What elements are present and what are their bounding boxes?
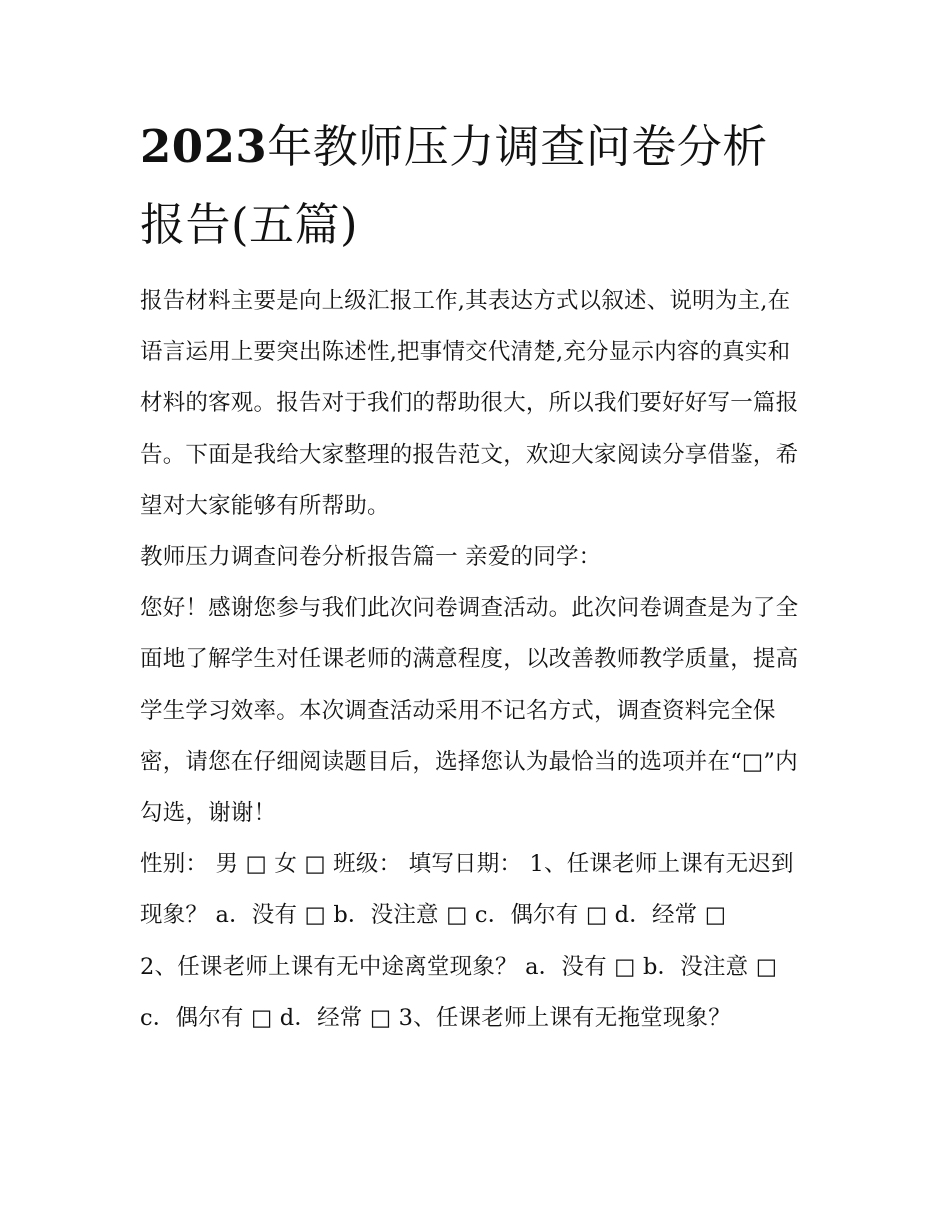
title-line1: 年教师压力调查问卷分析 bbox=[267, 120, 768, 173]
intro-paragraph: 报告材料主要是向上级汇报工作,其表达方式以叙述、说明为主,在语言运用上要突出陈述性,把事情交代清楚,充分显示内容的真实和材料的客观。报告对于我们的帮助很大，所以我们要好好写一篇报告。下面是我给大家整理的报告范文，欢迎大家阅读分享借鉴，希望对大家能够有所帮助。 bbox=[140, 288, 799, 519]
question-paragraph-2: 2、任课老师上课有无中途离堂现象？ a．没有 □ b．没注意 □ c．偶尔有 □ d．经常 □ 3、任课老师上课有无拖堂现象？ bbox=[140, 953, 778, 1031]
title-year: 2023 bbox=[140, 120, 268, 173]
document-title bbox=[140, 108, 830, 264]
section-heading: 教师压力调查问卷分析报告篇一 亲爱的同学： bbox=[140, 544, 602, 571]
title-line2: 报告(五篇) bbox=[140, 198, 359, 251]
question-paragraph-1: 性别： 男 □ 女 □ 班级： 填写日期： 1、任课老师上课有无迟到现象？ a．没有 □ b．没注意 □ c．偶尔有 □ d．经常 □ bbox=[140, 851, 794, 929]
greeting-paragraph: 您好！感谢您参与我们此次问卷调查活动。此次问卷调查是为了全面地了解学生对任课老师的满意程度，以改善教师教学质量，提高学生学习效率。本次调查活动采用不记名方式，调查资料完全保密，请您在仔细阅读题目后，选择您认为最恰当的选项并在“□”内勾选，谢谢！ bbox=[140, 595, 799, 827]
document-body bbox=[140, 276, 812, 1044]
